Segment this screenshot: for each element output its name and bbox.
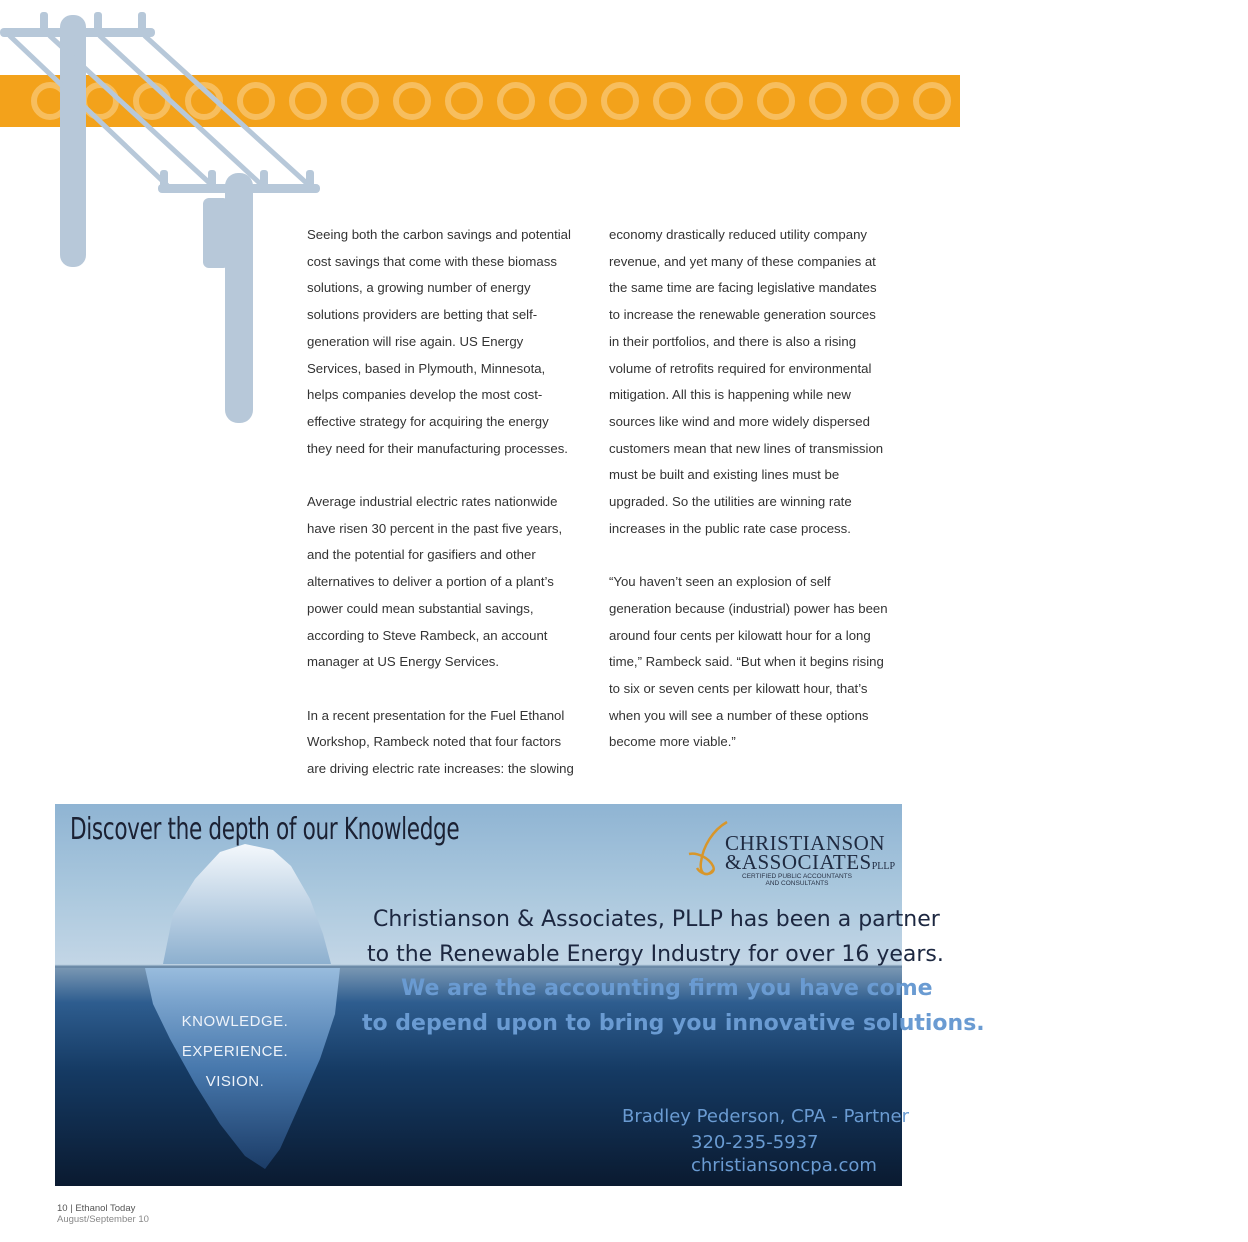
ad-body-line1: Christianson & Associates, PLLP has been a partner	[373, 907, 940, 932]
virtue-vision: VISION.	[205, 1073, 265, 1090]
contact-phone[interactable]: 320-235-5937	[691, 1132, 819, 1153]
virtue-knowledge: KNOWLEDGE.	[181, 1013, 289, 1030]
logo-wordmark	[725, 831, 896, 876]
contact-website-link[interactable]: christiansoncpa.com	[691, 1155, 877, 1176]
article-paragraph: “You haven’t seen an explosion of self generation because (industrial) power has been around four cents per kilowatt hour for a long time,” Rambeck said. “But when it begins rising to six or seven cents per kilowatt hour, that’s when you will see a number of these options become more viable.”	[609, 574, 888, 750]
ad-highlight-line1: We are the accounting firm you have come	[401, 976, 933, 1001]
ad-highlight-line2: to depend upon to bring you innovative solutions.	[362, 1011, 985, 1036]
ad-virtues	[170, 1007, 300, 1097]
article-paragraph: economy drastically reduced utility company revenue, and yet many of these companies at the same time are facing legislative mandates to increase the renewable generation sources in their portfolios, and there is also a rising volume of retrofits required for environmental mitigation. All this is happening while new sources like wind and more widely dispersed customers mean that new lines of transmission must be built and existing lines must be upgraded. So the utilities are winning rate increases in the public rate case process.	[609, 227, 884, 536]
logo-tagline-line2: AND CONSULTANTS	[765, 880, 829, 887]
article-paragraph: In a recent presentation for the Fuel Ethanol Workshop, Rambeck noted that four factors are driving electric rate increases: the slowing	[307, 707, 574, 777]
article-left-column	[307, 222, 577, 809]
page-footer	[57, 1203, 149, 1225]
virtue-experience: EXPERIENCE.	[181, 1043, 289, 1060]
logo-name-line1: CHRISTIANSON	[725, 831, 886, 855]
ad-body-line2: to the Renewable Energy Industry for over 16 years.	[367, 942, 944, 967]
footer-issue: August/September 10	[57, 1214, 149, 1225]
article-paragraph: Seeing both the carbon savings and potential cost savings that come with these biomass solutions, a growing number of energy solutions providers are betting that self-generation will rise again. US Energy Services, based in Plymouth, Minnesota, helps companies develop the most cost-effective strategy for acquiring the energy they need for their manufacturing processes.	[307, 227, 571, 456]
footer-page-info: 10 | Ethanol Today	[57, 1203, 136, 1214]
article-right-column	[609, 222, 889, 783]
christianson-advertisement[interactable]	[55, 804, 985, 1186]
logo-tagline	[737, 873, 857, 887]
logo-tagline-line1: CERTIFIED PUBLIC ACCOUNTANTS	[742, 873, 852, 880]
utility-pole-illustration	[0, 0, 330, 430]
logo-suffix: PLLP	[871, 861, 896, 872]
ad-headline: Discover the depth of our Knowledge	[70, 812, 460, 847]
logo-name-line2: &ASSOCIATES	[725, 850, 872, 874]
article-paragraph: Average industrial electric rates nationwide have risen 30 percent in the past five years, and the potential for gasifiers and other alternatives to deliver a portion of a plant’s power could mean substantial savings, according to Steve Rambeck, an account manager at US Energy Services.	[307, 494, 563, 670]
contact-name: Bradley Pederson, CPA - Partner	[622, 1106, 910, 1127]
